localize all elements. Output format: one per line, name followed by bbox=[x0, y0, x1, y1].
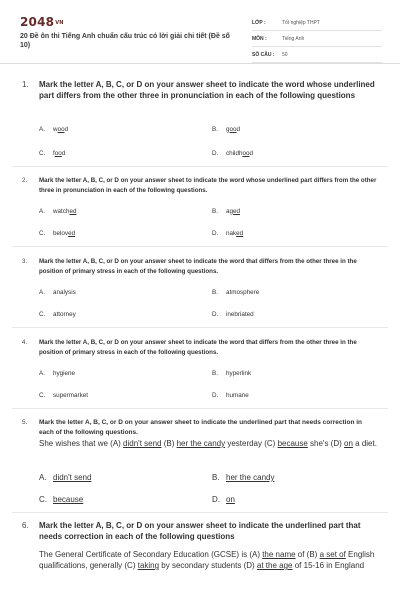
underlined-part: a set of bbox=[319, 550, 346, 559]
option-b[interactable] bbox=[212, 208, 240, 215]
option-letter: A. bbox=[39, 126, 45, 133]
question-5 bbox=[22, 418, 378, 449]
option-a[interactable] bbox=[39, 289, 76, 296]
option-letter: B. bbox=[212, 370, 218, 377]
option-text-pre: ag bbox=[226, 208, 234, 215]
option-letter: A. bbox=[39, 289, 45, 296]
logo-suffix: VN bbox=[55, 20, 64, 26]
option-d[interactable] bbox=[212, 150, 253, 157]
option-a[interactable] bbox=[39, 208, 76, 215]
meta-key: MÔN : bbox=[252, 35, 267, 42]
option-letter: C. bbox=[39, 495, 47, 504]
sentence-part: of 15-16 in England bbox=[292, 561, 365, 570]
option-letter: C. bbox=[39, 150, 46, 157]
question-sentence bbox=[39, 438, 378, 449]
option-c[interactable] bbox=[39, 150, 65, 157]
underlined-part: ed bbox=[69, 208, 77, 215]
option-text-post: d bbox=[61, 150, 66, 157]
question-divider bbox=[12, 166, 388, 167]
question-number: 2. bbox=[22, 177, 28, 184]
option-text: inebriated bbox=[226, 311, 254, 318]
option-text-post: d bbox=[64, 126, 69, 133]
option-letter: A. bbox=[39, 370, 45, 377]
option-text-pre: childh bbox=[226, 150, 243, 157]
option-letter: B. bbox=[212, 208, 218, 215]
option-d[interactable] bbox=[212, 230, 243, 237]
document-header bbox=[0, 0, 400, 64]
sentence-part: by secondary students (D) bbox=[159, 561, 257, 570]
option-letter: C. bbox=[39, 311, 46, 318]
meta-key: SỐ CÂU : bbox=[252, 51, 275, 58]
question-header bbox=[22, 79, 378, 101]
option-letter: A. bbox=[39, 208, 45, 215]
logo-text: 2048 bbox=[20, 15, 55, 29]
question-2 bbox=[22, 176, 378, 196]
option-a[interactable] bbox=[39, 473, 91, 482]
sentence-part: (B) bbox=[161, 439, 177, 448]
underlined-part: on bbox=[344, 439, 353, 448]
meta-value: 50 bbox=[282, 51, 288, 58]
question-number: 3. bbox=[22, 258, 28, 265]
underlined-part: because bbox=[277, 439, 308, 448]
underlined-part: ed bbox=[236, 230, 244, 237]
underlined-part: the name bbox=[262, 550, 296, 559]
underlined-part: ed bbox=[68, 230, 76, 237]
option-text: analysis bbox=[53, 289, 76, 296]
meta-value: Tốt nghiệp THPT bbox=[282, 19, 320, 26]
meta-value: Tiếng Anh bbox=[282, 35, 305, 42]
option-text: supermarket bbox=[53, 392, 88, 399]
option-b[interactable] bbox=[212, 370, 251, 377]
option-letter: D. bbox=[212, 392, 219, 399]
underlined-part: taking bbox=[137, 561, 160, 570]
option-b[interactable] bbox=[212, 126, 240, 133]
option-letter: C. bbox=[39, 230, 46, 237]
underlined-part: on bbox=[226, 495, 235, 504]
question-3 bbox=[22, 257, 378, 277]
option-letter: D. bbox=[212, 150, 219, 157]
question-divider bbox=[12, 408, 388, 409]
question-divider bbox=[12, 327, 388, 328]
question-divider bbox=[12, 246, 388, 247]
sentence-part: English qualifications, generally (C) bbox=[39, 550, 375, 570]
option-c[interactable] bbox=[39, 311, 76, 318]
option-a[interactable] bbox=[39, 370, 75, 377]
option-c[interactable] bbox=[39, 495, 83, 504]
option-letter: D. bbox=[212, 311, 219, 318]
question-text: Mark the letter A, B, C, or D on your answer sheet to indicate the word whose underlined part differs from the other three in pronunciation in each of the following questions. bbox=[39, 177, 377, 194]
document-title: 20 Đề ôn thi Tiếng Anh chuẩn cấu trúc có lời giải chi tiết (Đề số 10) bbox=[20, 33, 230, 49]
question-sentence bbox=[39, 549, 378, 571]
option-text-pre: nak bbox=[226, 230, 237, 237]
option-text: humane bbox=[226, 392, 249, 399]
underlined-part: at the age bbox=[256, 561, 293, 570]
question-number: 5. bbox=[22, 419, 28, 426]
question-text: Mark the letter A, B, C, or D on your answer sheet to indicate the word whose underlined part differs from the other three in pronunciation in each of the following questions bbox=[39, 80, 375, 100]
option-text-pre: f bbox=[53, 150, 55, 157]
meta-row-count bbox=[252, 47, 382, 63]
sentence-part: She wishes that we (A) bbox=[39, 439, 124, 448]
underlined-part: didn't send bbox=[53, 473, 92, 482]
underlined-part: oo bbox=[242, 150, 250, 157]
question-text: Mark the letter A, B, C, or D on your answer sheet to indicate the word that differs from the other three in the position of primary stress in each of the following questions. bbox=[39, 258, 357, 275]
question-1 bbox=[22, 79, 378, 101]
option-letter: A. bbox=[39, 473, 47, 482]
question-divider bbox=[12, 512, 388, 513]
meta-row-class bbox=[252, 15, 382, 31]
option-text-post: d bbox=[249, 150, 253, 157]
question-text: Mark the letter A, B, C, or D on your answer sheet to indicate the underlined part that needs correction in each of the following questions bbox=[39, 521, 361, 541]
option-letter: D. bbox=[212, 495, 220, 504]
question-header bbox=[22, 520, 378, 571]
option-a[interactable] bbox=[39, 126, 68, 133]
option-letter: D. bbox=[212, 230, 219, 237]
question-number: 4. bbox=[22, 339, 28, 346]
option-text: attorney bbox=[53, 311, 76, 318]
option-c[interactable] bbox=[39, 392, 88, 399]
underlined-part: her the candy bbox=[176, 439, 226, 448]
question-number: 1. bbox=[22, 80, 29, 89]
option-letter: B. bbox=[212, 473, 220, 482]
option-letter: B. bbox=[212, 289, 218, 296]
option-text: hygiene bbox=[53, 370, 76, 377]
question-header bbox=[22, 176, 378, 196]
question-4 bbox=[22, 338, 378, 358]
sentence-part: yesterday (C) bbox=[225, 439, 278, 448]
site-logo[interactable] bbox=[20, 15, 64, 29]
option-letter: B. bbox=[212, 126, 218, 133]
option-d[interactable] bbox=[212, 495, 235, 504]
question-header bbox=[22, 338, 378, 358]
underlined-part: oo bbox=[54, 150, 62, 157]
underlined-part: didn't send bbox=[123, 439, 162, 448]
meta-row-subject bbox=[252, 31, 382, 47]
question-text: Mark the letter A, B, C, or D on your answer sheet to indicate the underlined part that needs correction in each of the following questions. bbox=[39, 419, 363, 436]
option-text-post: d bbox=[236, 126, 241, 133]
option-letter: C. bbox=[39, 392, 46, 399]
underlined-part: oo bbox=[57, 126, 65, 133]
meta-key: LỚP : bbox=[252, 19, 266, 26]
underlined-part: her the candy bbox=[226, 473, 275, 482]
underlined-part: because bbox=[53, 495, 84, 504]
sentence-part: The General Certificate of Secondary Education (GCSE) is (A) bbox=[39, 550, 263, 559]
question-number: 6. bbox=[22, 521, 29, 530]
sentence-part: she's (D) bbox=[307, 439, 345, 448]
option-d[interactable] bbox=[212, 392, 249, 399]
option-text-pre: w bbox=[53, 126, 58, 133]
option-text-pre: g bbox=[226, 126, 230, 133]
option-d[interactable] bbox=[212, 311, 254, 318]
option-b[interactable] bbox=[212, 473, 274, 482]
underlined-part: ed bbox=[233, 208, 241, 215]
document-meta bbox=[252, 15, 382, 63]
option-text: atmosphere bbox=[226, 289, 260, 296]
question-header bbox=[22, 418, 378, 449]
option-text: hyperlink bbox=[226, 370, 252, 377]
question-text: Mark the letter A, B, C, or D on your answer sheet to indicate the word that differs from the other three in the position of primary stress in each of the following questions. bbox=[39, 339, 357, 356]
question-header bbox=[22, 257, 378, 277]
option-text-pre: belov bbox=[53, 230, 69, 237]
underlined-part: oo bbox=[229, 126, 237, 133]
option-b[interactable] bbox=[212, 289, 259, 296]
option-c[interactable] bbox=[39, 230, 75, 237]
sentence-part: a diet. bbox=[352, 439, 377, 448]
option-text-pre: watch bbox=[53, 208, 70, 215]
sentence-part: of (B) bbox=[295, 550, 320, 559]
question-6 bbox=[22, 520, 378, 571]
